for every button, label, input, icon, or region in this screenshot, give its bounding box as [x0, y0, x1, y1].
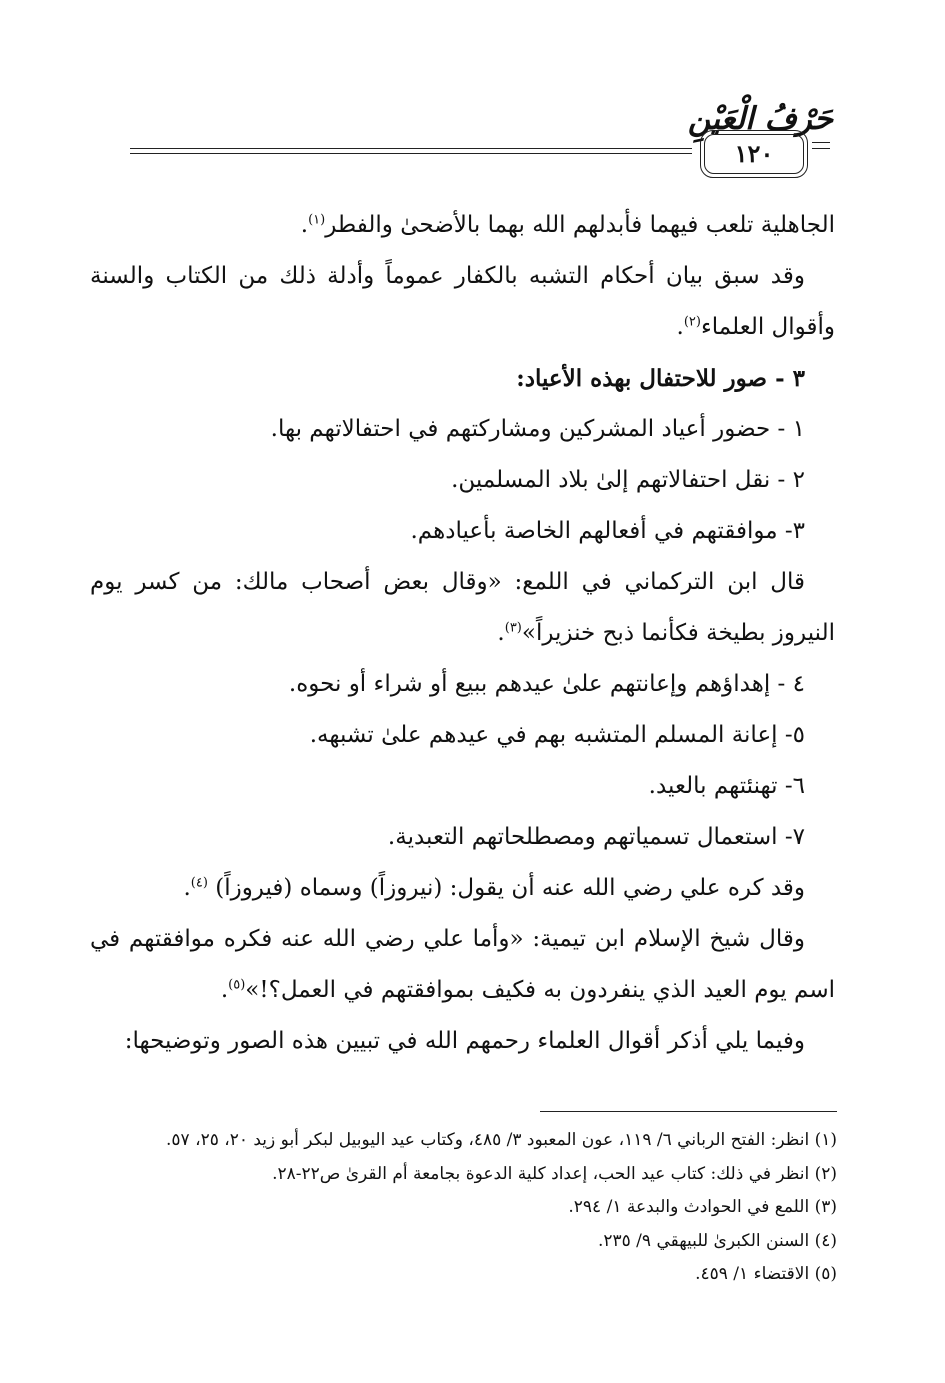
footnotes	[90, 1124, 837, 1292]
footnote-ref: (٤)	[190, 875, 208, 891]
footnote: (٣) اللمع في الحوادث والبدعة ١/ ٢٩٤.	[568, 1197, 837, 1217]
list-item: ٦- تهنئتهم بالعيد.	[648, 773, 805, 799]
paragraph: وقال شيخ الإسلام ابن تيمية: «وأما علي رضي الله عنه فكره موافقتهم في اسم يوم العيد الذي ينفردون به فكيف بموافقتهم في العمل؟!»$^{(٥)}$.	[90, 926, 835, 1003]
paragraph: وقد كره علي رضي الله عنه أن يقول: (نيروزاً) وسماه (فيروزاً) $^{(٤)}$.	[183, 875, 805, 901]
list-item: ٢ - نقل احتفالاتهم إلىٰ بلاد المسلمين.	[451, 467, 805, 493]
footnote: (٤) السنن الكبرىٰ للبيهقي ٩/ ٢٣٥.	[597, 1230, 837, 1251]
paragraph: وفيما يلي أذكر أقوال العلماء رحمهم الله في تبيين هذه الصور وتوضيحها:	[124, 1028, 805, 1054]
paragraph: وقد سبق بيان أحكام التشبه بالكفار عموماً وأدلة ذلك من الكتاب والسنة وأقوال العلماء$^{(٢)}$.	[90, 263, 835, 340]
chapter-header-title: حَرْفُ الْعَيْنِ	[687, 101, 833, 137]
footnote: (٢) انظر في ذلك: كتاب عيد الحب، إعداد كلية الدعوة بجامعة أم القرىٰ ص٢٢-٢٨.	[272, 1163, 837, 1184]
header-rule-bottom	[130, 153, 692, 154]
list-item: ١ - حضور أعياد المشركين ومشاركتهم في احتفالاتهم بها.	[270, 416, 805, 442]
page-number-box	[704, 134, 804, 174]
list-item: ٥- إعانة المسلم المتشبه بهم في عيدهم علىٰ تشبهه.	[309, 722, 805, 748]
footnote-ref: (٣)	[504, 620, 522, 636]
list-item: ٣- موافقتهم في أفعالهم الخاصة بأعيادهم.	[410, 518, 805, 544]
footnote: (١) انظر: الفتح الرباني ٦/ ١١٩، عون المعبود ٣/ ٤٨٥، وكتاب عيد اليوبيل لبكر أبو زيد ٢٠، ٢٥، ٥٧.	[166, 1130, 837, 1150]
main-text	[90, 200, 835, 1067]
list-item: ٤ - إهداؤهم وإعانتهم علىٰ عيدهم ببيع أو شراء أو نحوه.	[288, 671, 805, 697]
footnote-ref: (٥)	[228, 977, 246, 993]
header-ornament	[812, 142, 830, 154]
list-item: ٧- استعمال تسمياتهم ومصطلحاتهم التعبدية.	[387, 824, 805, 850]
section-heading: ٣ - صور للاحتفال بهذه الأعياد:	[516, 365, 805, 392]
footnote-ref: (٢)	[683, 314, 701, 330]
paragraph: قال ابن التركماني في اللمع: «وقال بعض أصحاب مالك: من كسر يوم النيروز بطيخة فكأنما ذبح خنزيراً»$^{(٣)}$.	[90, 569, 835, 646]
footnote: (٥) الاقتضاء ١/ ٤٥٩.	[695, 1264, 837, 1284]
page-number: ١٢٠	[734, 139, 774, 168]
footnote-ref: (١)	[308, 212, 326, 228]
header-rule-top	[130, 148, 692, 149]
paragraph: الجاهلية تلعب فيهما فأبدلهم الله بهما بالأضحىٰ والفطر$^{(١)}$.	[300, 212, 835, 238]
footnote-separator	[540, 1111, 837, 1112]
